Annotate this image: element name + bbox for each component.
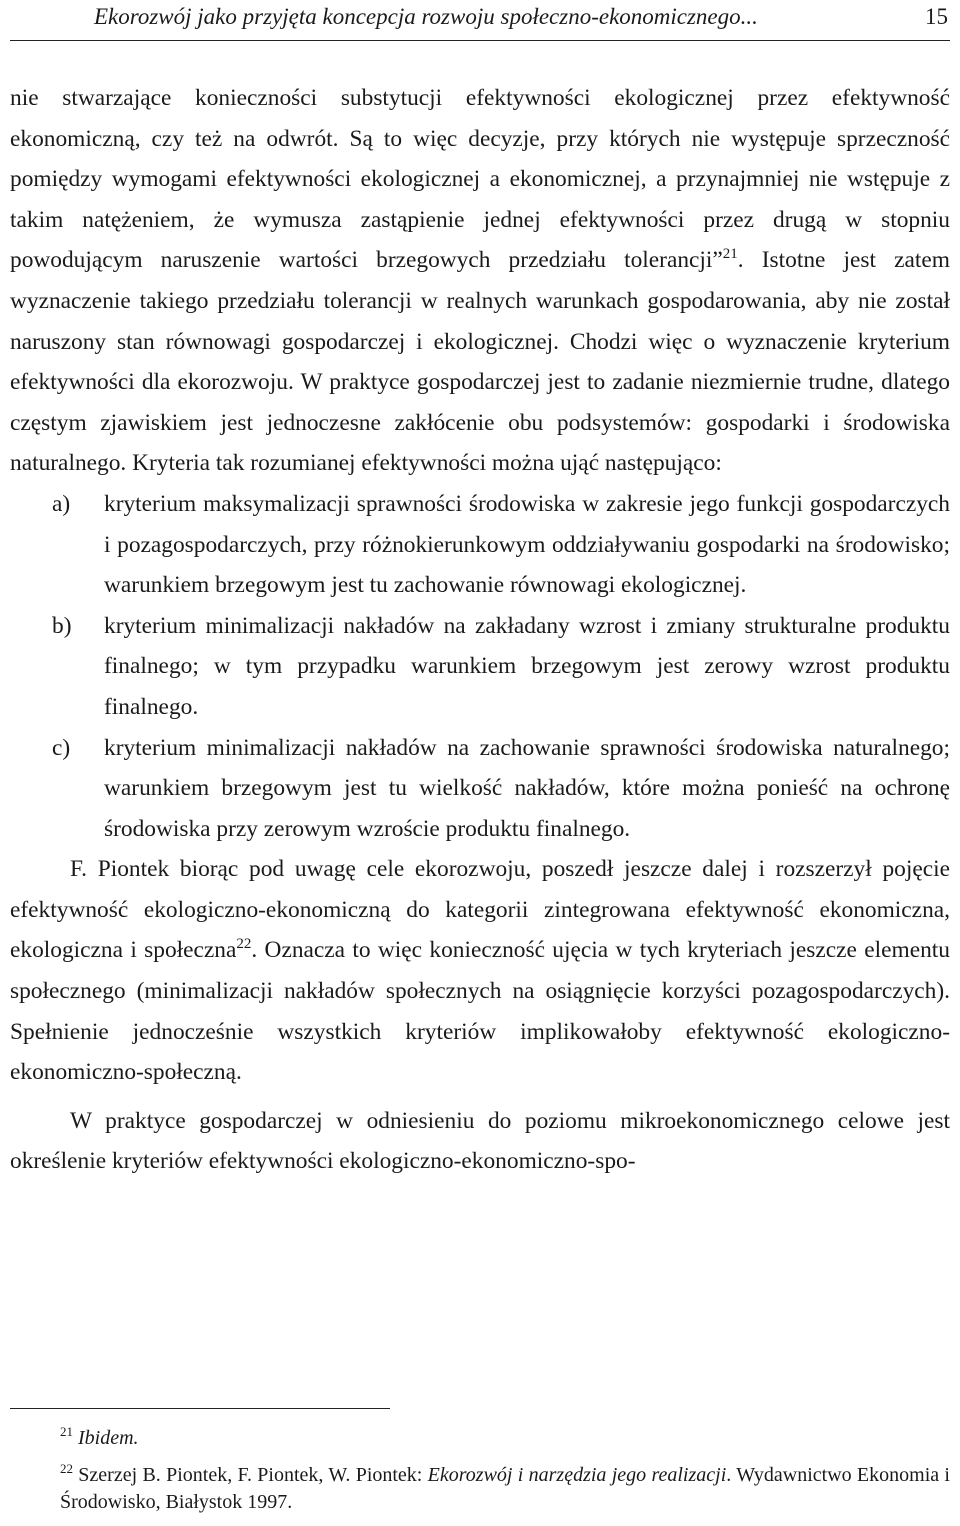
criteria-item-a <box>10 484 950 606</box>
criteria-marker: a) <box>52 490 71 517</box>
footnote-text: Szerzej B. Piontek, F. Piontek, W. Piontek: <box>78 1464 428 1486</box>
footnote-separator <box>10 1408 390 1409</box>
footnote-text-italic: Ibidem. <box>78 1427 139 1449</box>
footnote-ref-22[interactable]: 22 <box>236 936 252 953</box>
criteria-item-c <box>10 728 950 850</box>
criteria-text: kryterium minimalizacji nakładów na zachowanie sprawności środowiska naturalnego; warunkiem brzegowym jest tu wielkość nakładów, które można ponieść na ochronę środowiska przy zerowym wzroście produktu finalnego. <box>104 734 950 842</box>
paragraph-2 <box>10 849 950 1093</box>
criteria-text: kryterium minimalizacji nakładów na zakładany wzrost i zmiany strukturalne produktu finalnego; w tym przypadku warunkiem brzegowym jest zerowy wzrost produktu finalnego. <box>104 612 950 720</box>
main-text <box>10 78 950 1182</box>
footnote-number: 21 <box>60 1424 73 1439</box>
criteria-text: kryterium maksymalizacji sprawności środowiska w zakresie jego funkcji gospodarczych i pozagospodarczych, przy różnokierunkowym oddziaływaniu gospodarki na środowisko; warunkiem brzegowym jest tu zachowanie równowagi ekologicznej. <box>104 490 950 599</box>
criteria-list <box>10 484 950 849</box>
footnote-book-title: Ekorozwój i narzędzia jego realizacji <box>427 1464 727 1486</box>
footnotes <box>10 1425 950 1526</box>
paragraph-1-text: nie stwarzające konieczności substytucji efektywności ekologicznej przez efektywność ekonomiczną, czy też na odwrót. Są to więc decyzje, przy których nie występuje sprzeczność pomiędzy wymogami efektywności ekologicznej a ekonomicznej, a przynajmniej nie wstępuje z takim natężeniem, że wymusza zastąpienie jednej efektywności przez drugą w stopniu powodującym naruszenie wartości brzegowych przedziału tolerancji” <box>10 85 950 274</box>
paragraph-1 <box>10 78 950 484</box>
paragraph-3-text: W praktyce gospodarczej w odniesieniu do poziomu mikroekonomicznego celowe jest określenie kryteriów efektywności ekologiczno-ekonomiczno-spo- <box>10 1107 950 1175</box>
criteria-marker: b) <box>52 612 72 639</box>
paragraph-2-text: F. Piontek biorąc pod uwagę cele ekorozwoju, poszedł jeszcze dalej i rozszerzył pojęcie efektywność ekologiczno-ekonomiczną do kategorii zintegrowana efektywność ekonomiczna, ekologiczna i społeczna <box>10 856 950 964</box>
paragraph-1-continuation: . Istotne jest zatem wyznaczenie takiego przedziału tolerancji w realnych warunkach gospodarowania, aby nie został naruszony stan równowagi gospodarczej i ekologicznej. Chodzi więc o wyznaczenie kryterium efektywności dla ekorozwoju. W praktyce gospodarczej jest to zadanie niezmiernie trudne, dlatego częstym zjawiskiem jest jednoczesne zakłócenie obu podsystemów: gospodarki i środowiska naturalnego. Kryteria tak rozumianej efektywności można ująć następująco: <box>10 247 950 477</box>
criteria-marker: c) <box>52 734 71 761</box>
footnote-publisher: . Wydawnictwo Ekonomia i Środowisko, Białystok 1997. <box>60 1464 950 1513</box>
paragraph-3 <box>10 1101 950 1182</box>
footnote-ref-21[interactable]: 21 <box>722 246 738 263</box>
footnote-number: 22 <box>60 1461 73 1476</box>
footnote-21 <box>10 1425 950 1452</box>
footnote-22 <box>10 1462 950 1516</box>
running-header-title: Ekorozwój jako przyjęta koncepcja rozwoju społeczno-ekonomicznego... <box>94 4 758 29</box>
criteria-item-b <box>10 606 950 728</box>
running-header <box>10 0 950 41</box>
page-number: 15 <box>925 4 948 29</box>
paragraph-2-continuation: . Oznacza to więc konieczność ujęcia w tych kryteriach jeszcze elementu społecznego (minimalizacji nakładów społecznych na osiągnięcie korzyści pozagospodarczych). Spełnienie jednocześnie wszystkich kryteriów implikowałoby efektywność ekologiczno-ekonomiczno-społeczną. <box>10 937 950 1086</box>
